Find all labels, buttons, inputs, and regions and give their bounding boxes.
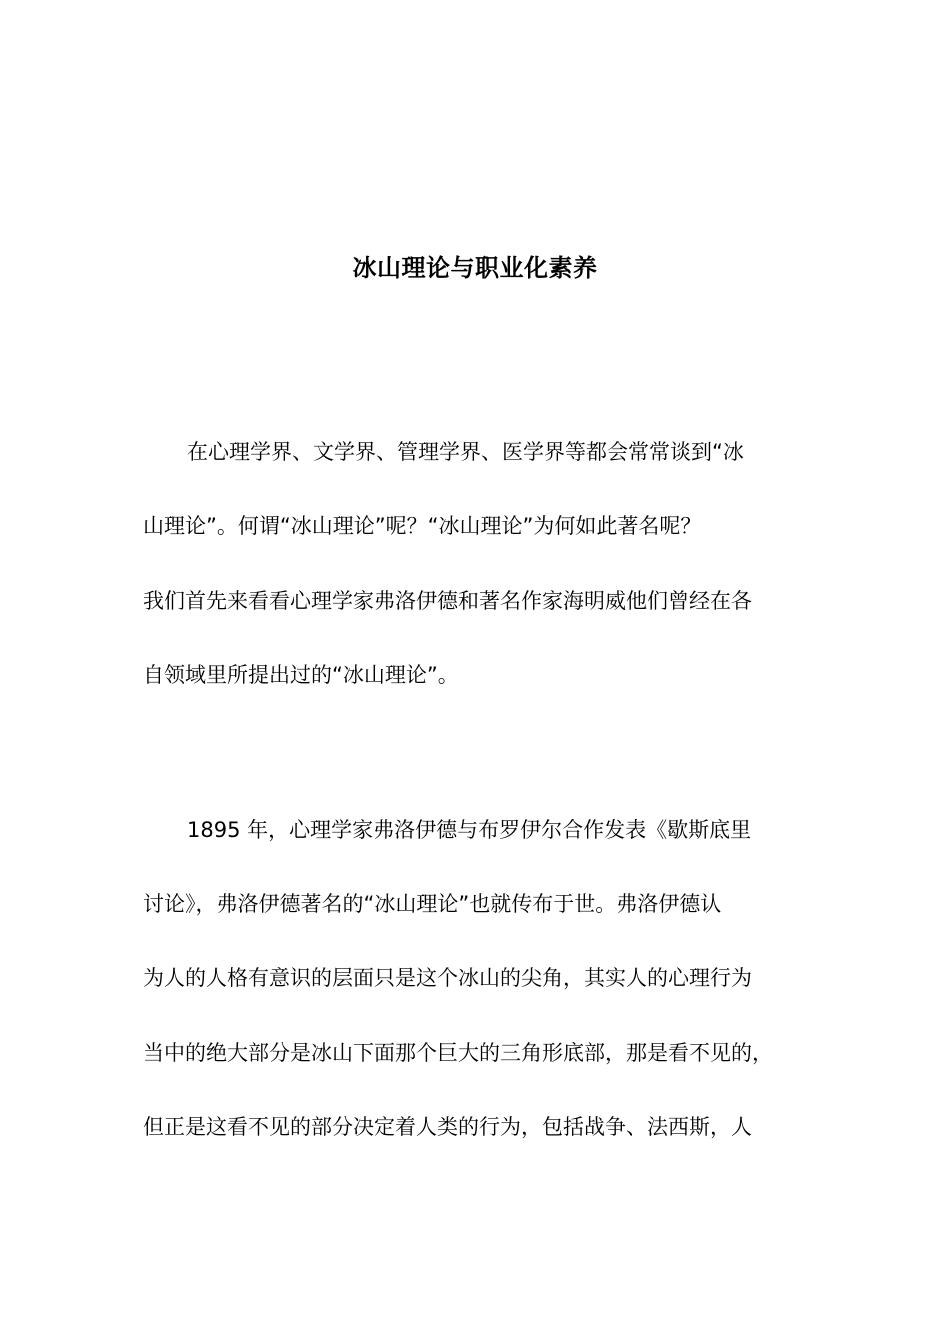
paragraph-line: 自领域里所提出过的“冰山理论”。 — [143, 663, 459, 687]
paragraph-line: 1895 年，心理学家弗洛伊德与布罗伊尔合作发表《歇斯底里 — [187, 818, 752, 842]
document-title: 冰山理论与职业化素养 — [352, 254, 598, 282]
paragraph-line: 在心理学界、文学界、管理学界、医学界等都会常常谈到“冰 — [187, 440, 744, 464]
paragraph-line: 当中的绝大部分是冰山下面那个巨大的三角形底部，那是看不见的， — [143, 1041, 773, 1065]
paragraph-line: 山理论”。何谓“冰山理论”呢？“冰山理论”为何如此著名呢？ — [143, 514, 702, 538]
paragraph-line: 讨论》，弗洛伊德著名的“冰山理论”也就传布于世。弗洛伊德认 — [143, 892, 722, 916]
paragraph-line: 我们首先来看看心理学家弗洛伊德和著名作家海明威他们曾经在各 — [143, 589, 752, 613]
paragraph-line: 但正是这看不见的部分决定着人类的行为，包括战争、法西斯，人 — [143, 1115, 752, 1139]
paragraph-line: 为人的人格有意识的层面只是这个冰山的尖角，其实人的心理行为 — [143, 966, 752, 990]
